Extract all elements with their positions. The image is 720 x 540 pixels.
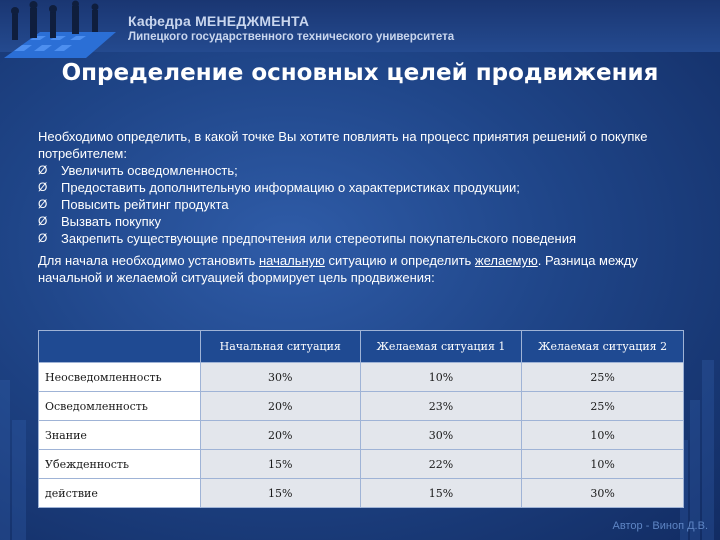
arrow-bullet-icon: Ø <box>38 214 48 228</box>
promotion-goals-table <box>38 330 684 508</box>
table-cell: 15% <box>360 479 522 508</box>
arrow-bullet-icon: Ø <box>38 180 48 194</box>
row-label: Осведомленность <box>39 392 201 421</box>
slide-content <box>38 128 688 286</box>
list-item: Ø Вызвать покупку <box>38 214 161 229</box>
table-cell: 20% <box>200 421 360 450</box>
goals-list <box>38 162 688 247</box>
arrow-bullet-icon: Ø <box>38 197 48 211</box>
table-cell: 20% <box>200 392 360 421</box>
list-item: Ø Закрепить существующие предпочтения или стереотипы покупательского поведения <box>38 231 577 246</box>
list-item: Ø Повысить рейтинг продукта <box>38 197 229 212</box>
table-cell: 10% <box>522 421 684 450</box>
list-item: Ø Предоставить дополнительную информацию о характеристиках продукции; <box>38 180 520 195</box>
table-cell: 22% <box>360 450 522 479</box>
table-cell: 30% <box>360 421 522 450</box>
row-label: Убежденность <box>39 450 201 479</box>
table-cell: 30% <box>200 363 360 392</box>
table-cell: 10% <box>522 450 684 479</box>
row-label: Неосведомленность <box>39 363 201 392</box>
table-cell: 25% <box>522 392 684 421</box>
table-row <box>39 392 684 421</box>
chessboard-logo-icon <box>0 0 118 60</box>
list-item: Ø Увеличить осведомленность; <box>38 163 238 178</box>
column-header: Желаемая ситуация 2 <box>522 331 684 363</box>
table-cell: 23% <box>360 392 522 421</box>
department-title: Кафедра МЕНЕДЖМЕНТА <box>128 13 310 29</box>
author-footer: Автор - Виноп Д.В. <box>612 520 708 532</box>
desired-term: желаемую <box>474 253 538 268</box>
table-header-row <box>39 331 684 363</box>
table-cell: 15% <box>200 479 360 508</box>
initial-term: начальную <box>258 253 325 268</box>
table-corner-cell <box>39 331 201 363</box>
arrow-bullet-icon: Ø <box>38 163 48 177</box>
column-header: Желаемая ситуация 1 <box>360 331 522 363</box>
intro-paragraph: Необходимо определить, в какой точке Вы хотите повлиять на процесс принятия решений о покупке потребителем: <box>38 129 648 161</box>
table-row <box>39 363 684 392</box>
column-header: Начальная ситуация <box>200 331 360 363</box>
table-cell: 15% <box>200 450 360 479</box>
difference-paragraph: Для начала необходимо установить начальную ситуацию и определить желаемую. Разница между начальной и желаемой ситуацией формирует цель продвижения: <box>38 253 638 285</box>
row-label: Знание <box>39 421 201 450</box>
table-cell: 25% <box>522 363 684 392</box>
table-cell: 10% <box>360 363 522 392</box>
row-label: действие <box>39 479 201 508</box>
arrow-bullet-icon: Ø <box>38 231 48 245</box>
slide-title: Определение основных целей продвижения <box>61 60 659 86</box>
table-row <box>39 450 684 479</box>
table-row <box>39 421 684 450</box>
table-row <box>39 479 684 508</box>
table-cell: 30% <box>522 479 684 508</box>
university-subtitle: Липецкого государственного технического университета <box>128 31 455 43</box>
